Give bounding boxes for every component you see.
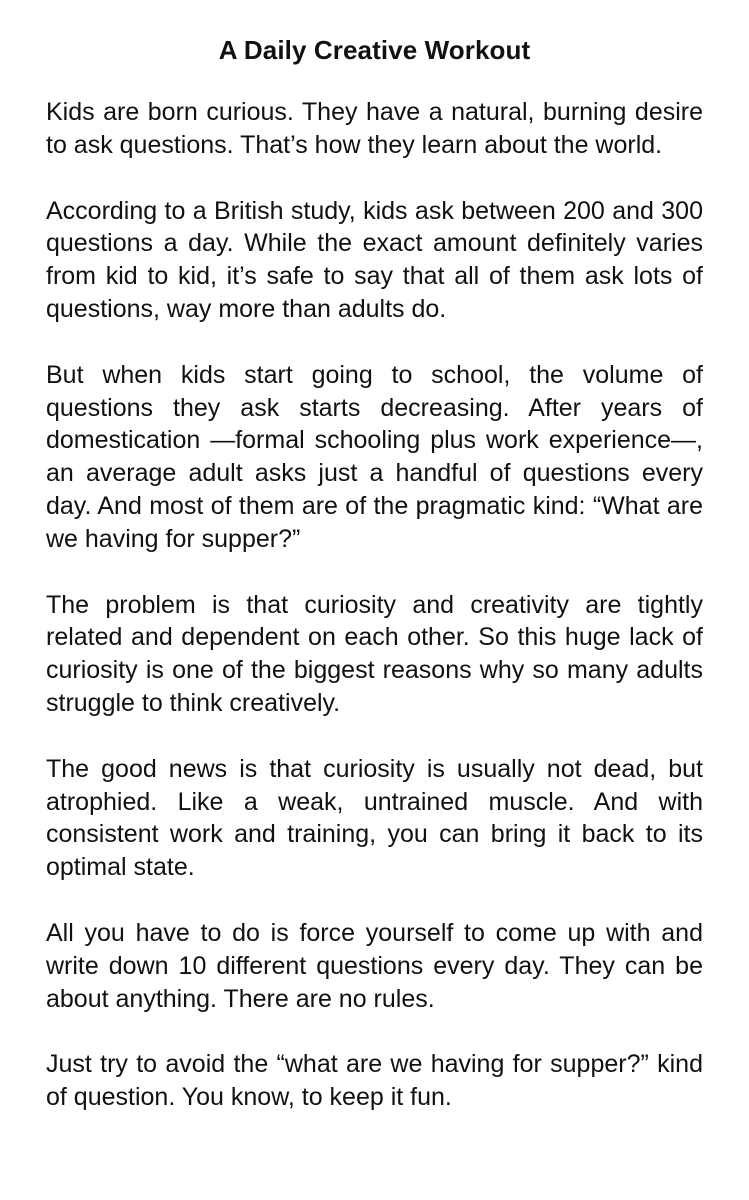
document-title: A Daily Creative Workout (218, 35, 531, 65)
paragraph-5: The good news is that curiosity is usually not dead, but atrophied. Like a weak, untrained muscle. And with consistent work and training, you can bring it back to its optimal state. (46, 754, 703, 882)
paragraph-4: The problem is that curiosity and creativity are tightly related and dependent on each other. So this huge lack of curiosity is one of the biggest reasons why so many adults struggle to think creatively. (46, 590, 703, 717)
paragraph-3: But when kids start going to school, the volume of questions they ask starts decreasing. After years of domestication —formal schooling plus work experience—, an average adult asks just a handful of questions every day. And most of them are of the pragmatic kind: “What are we having for supper?” (46, 360, 703, 553)
paragraph-2: According to a British study, kids ask between 200 and 300 questions a day. While the exact amount definitely varies from kid to kid, it’s safe to say that all of them ask lots of questions, way more than adults do. (46, 196, 703, 323)
paragraph-7: Just try to avoid the “what are we having for supper?” kind of question. You know, to keep it fun. (46, 1050, 703, 1112)
document-body (46, 96, 703, 1114)
paragraph-1: Kids are born curious. They have a natural, burning desire to ask questions. That’s how they learn about the world. (46, 98, 703, 159)
paragraph-6: All you have to do is force yourself to come up with and write down 10 different questions every day. They can be about anything. There are no rules. (46, 918, 703, 1013)
